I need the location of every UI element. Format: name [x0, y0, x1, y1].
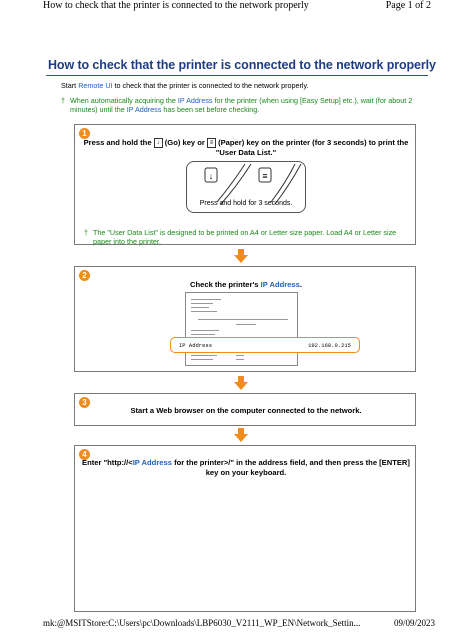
paper-size-note: † The "User Data List" is designed to be printed on A4 or Letter size paper. Load A4 or Letter size paper into the printer. [84, 228, 397, 246]
step-number-badge: 1 [79, 128, 90, 139]
step-2-text: Check the printer's IP Address. [190, 280, 302, 289]
ip-address-link[interactable]: IP Address [132, 458, 172, 467]
page-header [0, 0, 474, 14]
go-key-icon: ↓ [154, 138, 163, 148]
dagger-note-icon: † [61, 96, 65, 105]
ip-address-link[interactable]: IP Address [177, 96, 213, 105]
page-title: How to check that the printer is connected to the network properly [48, 58, 436, 72]
down-arrow-icon [234, 428, 248, 442]
ip-address-value: 192.168.0.215 [308, 342, 351, 349]
ip-wait-note: † When automatically acquiring the IP Address for the printer (when using [Easy Setup] etc.), wait (for about 2 minutes) until the IP Address has been set before checking. [61, 96, 413, 114]
ip-address-link[interactable]: IP Address [260, 280, 300, 289]
step-1-text: Press and hold the ↓ (Go) key or ≡ (Paper) key on the printer (for 3 seconds) to print the "User Data List." [83, 138, 409, 157]
step-number-badge: 2 [79, 270, 90, 281]
page-number: Page 1 of 2 [385, 0, 431, 11]
down-arrow-icon [234, 376, 248, 390]
svg-text:↓: ↓ [208, 171, 214, 181]
step-1 [74, 124, 416, 245]
step-2 [74, 266, 416, 372]
svg-text:≡: ≡ [262, 171, 268, 181]
down-arrow-icon [234, 249, 248, 263]
title-divider [46, 75, 428, 76]
step-number-badge: 4 [79, 449, 90, 460]
ip-address-label: IP Address [179, 342, 213, 349]
step-4 [74, 445, 416, 612]
footer-date: 09/09/2023 [393, 618, 435, 628]
step-3-text: Start a Web browser on the computer connected to the network. [130, 406, 362, 415]
dagger-note-icon: † [84, 228, 88, 237]
header-title: How to check that the printer is connected to the network properly [43, 0, 309, 11]
step-number-badge: 3 [79, 397, 90, 408]
intro-text: Start Remote UI to check that the printer is connected to the network properly. [61, 81, 309, 90]
step-4-text: Enter "http://<IP Address for the printer>/" in the address field, and then press the [ENTER] key on your keyboard. [82, 458, 410, 477]
ip-address-link[interactable]: IP Address [126, 105, 162, 114]
footer-path: mk:@MSITStore:C:\Users\pc\Downloads\LBP6030_V2111_WP_EN\Network_Settin... [43, 618, 361, 628]
ip-address-row-highlight [170, 337, 360, 353]
step-3 [74, 393, 416, 426]
paper-key-icon: ≡ [207, 138, 216, 148]
press-and-hold-illustration [186, 161, 306, 213]
remote-ui-link[interactable]: Remote UI [78, 81, 113, 90]
illustration-caption: Press and hold for 3 seconds. [199, 200, 293, 207]
user-data-list-sheet [185, 292, 298, 366]
